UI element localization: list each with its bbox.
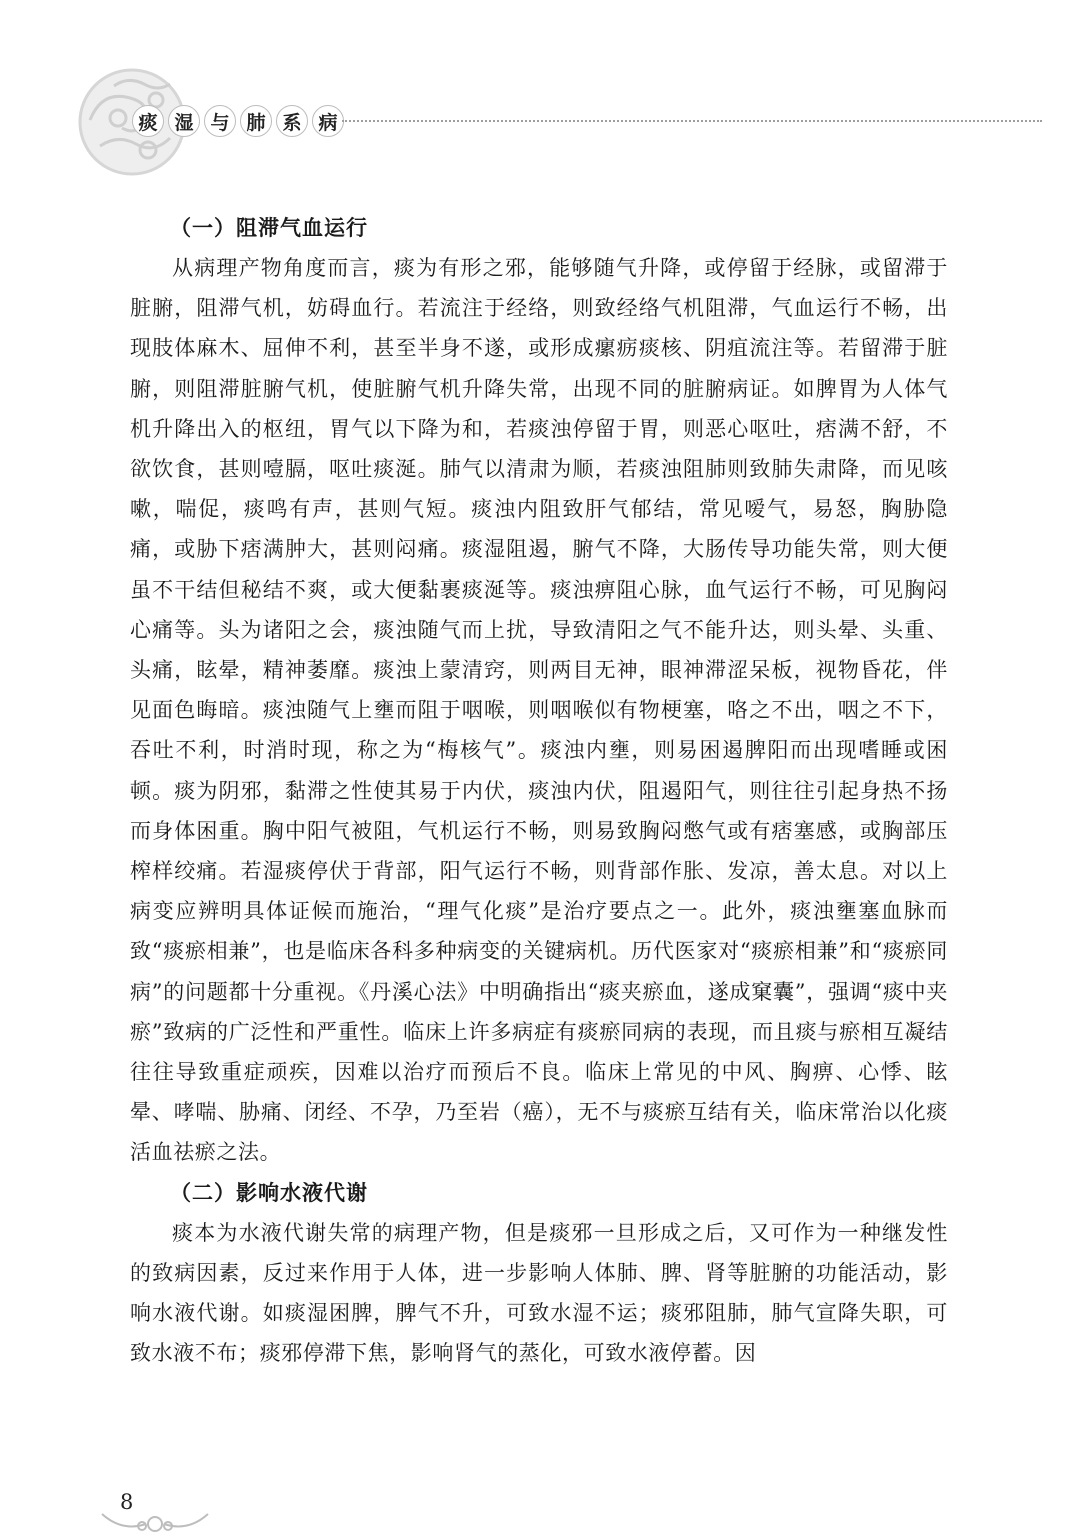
title-char: 与 (204, 105, 236, 137)
body-paragraph: 从病理产物角度而言，痰为有形之邪，能够随气升降，或停留于经脉，或留滞于脏腑，阻滞气机，妨碍血行。若流注于经络，则致经络气机阻滞，气血运行不畅，出现肢体麻木、屈伸不利，甚至半身不遂，或形成瘰疬痰核、阴疽流注等。若留滞于脏腑，则阻滞脏腑气机，使脏腑气机升降失常，出现不同的脏腑病证。如脾胃为人体气机升降出入的枢纽，胃气以下降为和，若痰浊停留于胃，则恶心呕吐，痞满不舒，不欲饮食，甚则噎膈，呕吐痰涎。肺气以清肃为顺，若痰浊阻肺则致肺失肃降，而见咳嗽，喘促，痰鸣有声，甚则气短。痰浊内阻致肝气郁结，常见嗳气，易怒，胸胁隐痛，或胁下痞满肿大，甚则闷痛。痰湿阻遏，腑气不降，大肠传导功能失常，则大便虽不干结但秘结不爽，或大便黏裹痰涎等。痰浊痹阻心脉，血气运行不畅，可见胸闷心痛等。头为诸阳之会，痰浊随气而上扰，导致清阳之气不能升达，则头晕、头重、头痛，眩晕，精神萎靡。痰浊上蒙清窍，则两目无神，眼神滞涩呆板，视物昏花，伴见面色晦暗。痰浊随气上壅而阻于咽喉，则咽喉似有物梗塞，咯之不出，咽之不下，吞吐不利，时消时现，称之为“梅核气”。痰浊内壅，则易困遏脾阳而出现嗜睡或困顿。痰为阴邪，黏滞之性使其易于内伏，痰浊内伏，阻遏阳气，则往往引起身热不扬而身体困重。胸中阳气被阻，气机运行不畅，则易致胸闷憋气或有痞塞感，或胸部压榨样绞痛。若湿痰停伏于背部，阳气运行不畅，则背部作胀、发凉，善太息。对以上病变应辨明具体证候而施治，“理气化痰”是治疗要点之一。此外，痰浊壅塞血脉而致“痰瘀相兼”，也是临床各科多种病变的关键病机。历代医家对“痰瘀相兼”和“痰瘀同病”的问题都十分重视。《丹溪心法》中明确指出“痰夹瘀血，遂成窠囊”，强调“痰中夹瘀”致病的广泛性和严重性。临床上许多病症有痰瘀同病的表现，而且痰与瘀相互凝结往往导致重症顽疾，因难以治疗而预后不良。临床上常见的中风、胸痹、心悸、眩晕、哮喘、胁痛、闭经、不孕，乃至岩（癌），无不与痰瘀互结有关，临床常治以化痰活血祛瘀之法。 (130, 256, 948, 1165)
running-header (70, 60, 1030, 180)
title-char: 湿 (168, 105, 200, 137)
title-char: 痰 (132, 105, 164, 137)
body-paragraph: 痰本为水液代谢失常的病理产物，但是痰邪一旦形成之后，又可作为一种继发性的致病因素，反过来作用于人体，进一步影响人体肺、脾、肾等脏腑的功能活动，影响水液代谢。如痰湿困脾，脾气不升，可致水湿不运；痰邪阻肺，肺气宣降失职，可致水液不布；痰邪停滞下焦，影响肾气的蒸化，可致水液停蓄。因 (130, 1220, 948, 1366)
page-number: 8 (120, 1490, 134, 1514)
section-heading: （一）阻滞气血运行 (170, 216, 368, 240)
header-dotted-rule (342, 120, 1042, 122)
title-char: 肺 (240, 105, 272, 137)
section-heading: （二）影响水液代谢 (170, 1180, 368, 1205)
book-title (132, 104, 344, 138)
title-char: 病 (312, 105, 344, 137)
page-body (130, 208, 948, 1373)
footer-cloud-ornament-icon (100, 1508, 210, 1536)
title-char: 系 (276, 105, 308, 137)
